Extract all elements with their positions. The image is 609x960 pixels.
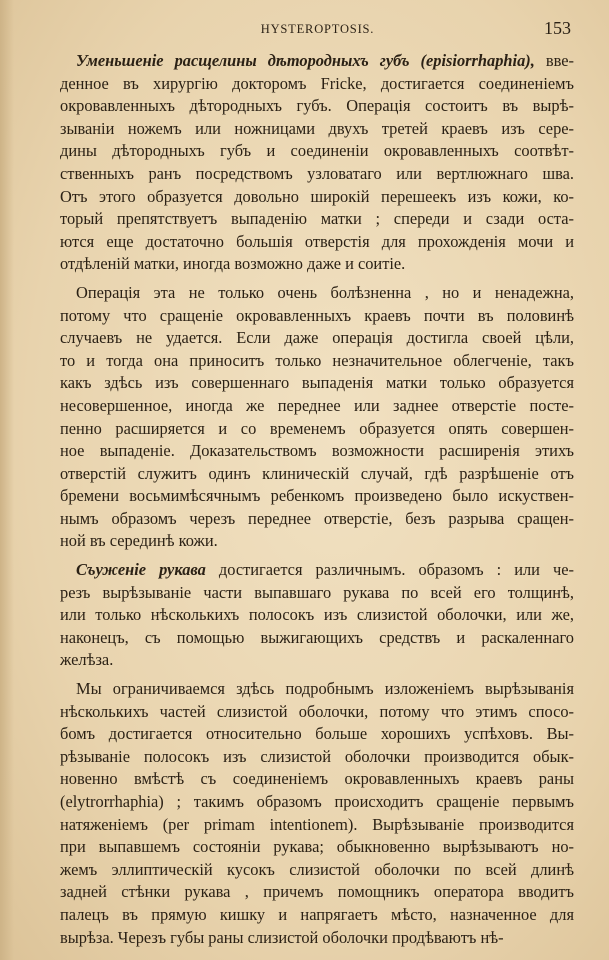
text-line bbox=[60, 95, 574, 118]
text-line bbox=[60, 186, 574, 209]
line-text: вырѣза. Черезъ губы раны слизистой оболочки продѣваютъ нѣ- bbox=[60, 927, 504, 947]
text-line bbox=[60, 836, 574, 859]
line-text: потому что сращеніе окровавленныхъ краевъ почти въ половинѣ bbox=[60, 305, 574, 325]
text-line bbox=[60, 904, 574, 927]
text-line bbox=[60, 118, 574, 141]
body-text bbox=[60, 50, 574, 955]
line-text: вве- bbox=[534, 51, 575, 70]
line-text: денное въ хирургію докторомъ Fricke, достигается соединеніемъ bbox=[60, 73, 574, 93]
text-line bbox=[60, 627, 574, 650]
text-line bbox=[60, 73, 574, 96]
paragraph bbox=[60, 282, 574, 553]
line-text: палецъ въ прямую кишку и напрягаетъ мѣсто, назначенное для bbox=[60, 904, 574, 924]
text-line bbox=[60, 350, 574, 373]
paragraph bbox=[60, 50, 574, 276]
paragraph bbox=[60, 678, 574, 949]
text-line bbox=[60, 859, 574, 882]
line-text: резъ вырѣзываніе части выпавшаго рукава по всей его толщинѣ, bbox=[60, 582, 574, 602]
line-text: бомъ достигается относительно больше хорошихъ успѣховъ. Вы- bbox=[60, 724, 574, 744]
line-text: ственныхъ ранъ посредствомъ узловатаго или вертлюжнаго шва. bbox=[60, 163, 574, 183]
text-line bbox=[60, 140, 574, 163]
line-text: Отъ этого образуется довольно широкій перешеекъ изъ кожи, ко- bbox=[60, 186, 574, 206]
line-text: зываніи ножемъ или ножницами двухъ третей краевъ изъ сере- bbox=[60, 118, 574, 138]
text-line bbox=[60, 231, 574, 254]
line-text: Операція эта не только очень болѣзненна , но и ненадежна, bbox=[76, 282, 574, 302]
text-line bbox=[60, 768, 574, 791]
text-line bbox=[60, 604, 574, 627]
line-text: наконецъ, съ помощью выжигающихъ средствъ и раскаленнаго bbox=[60, 627, 574, 647]
line-text: задней стѣнки рукава , причемъ помощникъ оператора вводитъ bbox=[60, 882, 574, 902]
line-text: при выпавшемъ состояніи рукава; обыкновенно вырѣзываютъ но- bbox=[60, 837, 574, 857]
line-text: бремени восьмимѣсячнымъ ребенкомъ произведено было искуствен- bbox=[60, 486, 574, 506]
text-line bbox=[60, 418, 574, 441]
line-text: Мы ограничиваемся здѣсь подробнымъ изложеніемъ вырѣзыванія bbox=[76, 679, 574, 699]
text-line bbox=[60, 163, 574, 186]
line-text: нымъ образомъ черезъ переднее отверстіе, безъ разрыва сращен- bbox=[60, 508, 574, 528]
line-text: какъ здѣсь изъ совершеннаго выпаденія матки только образуется bbox=[60, 373, 574, 393]
text-line bbox=[60, 559, 574, 582]
text-line bbox=[60, 530, 574, 553]
text-line bbox=[60, 372, 574, 395]
line-text: отдѣленій матки, иногда возможно даже и соитіе. bbox=[60, 254, 406, 274]
line-text: (elytrorrhaphia) ; такимъ образомъ происходитъ сращеніе первымъ bbox=[60, 792, 574, 811]
text-line bbox=[60, 746, 574, 769]
line-text: то и тогда она приноситъ только незначительное облегченіе, такъ bbox=[60, 350, 574, 370]
line-text: нѣсколькихъ частей слизистой оболочки, потому что этимъ спосо- bbox=[60, 701, 574, 721]
text-line bbox=[60, 50, 574, 73]
text-line bbox=[60, 440, 574, 463]
paragraph bbox=[60, 559, 574, 672]
text-line bbox=[60, 791, 574, 814]
running-head bbox=[60, 18, 575, 40]
text-line bbox=[60, 701, 574, 724]
line-text: несовершенное, иногда же переднее или заднее отверстіе посте- bbox=[60, 395, 574, 415]
line-text: ной въ серединѣ кожи. bbox=[60, 531, 218, 551]
running-title: HYSTEROPTOSIS. bbox=[260, 22, 375, 36]
text-line bbox=[60, 582, 574, 605]
line-text: новенно вмѣстѣ съ соединеніемъ окровавленныхъ краевъ раны bbox=[60, 769, 574, 789]
text-line bbox=[60, 927, 574, 950]
text-line bbox=[60, 881, 574, 904]
text-line bbox=[60, 305, 574, 328]
text-line bbox=[60, 282, 574, 305]
line-text: жемъ эллиптическій кусокъ слизистой оболочки по всей длинѣ bbox=[60, 859, 574, 879]
text-line bbox=[60, 253, 574, 276]
line-text: отверстій служитъ одинъ клиническій случай, гдѣ разрѣшеніе отъ bbox=[60, 463, 574, 483]
line-text: дины дѣтородныхъ губъ и соединеніи окровавленныхъ соотвѣт- bbox=[60, 141, 574, 161]
text-line bbox=[60, 463, 574, 486]
text-line bbox=[60, 723, 574, 746]
italic-heading: Съуженіе рукава bbox=[76, 560, 206, 580]
line-text: ются еще достаточно большія отверстія для прохожденія мочи и bbox=[60, 231, 574, 251]
line-text: пенно расширяется и со временемъ образуется опять совершен- bbox=[60, 418, 574, 438]
text-line bbox=[60, 327, 574, 350]
line-text: или только нѣсколькихъ полосокъ изъ слизистой оболочки, или же, bbox=[60, 605, 574, 625]
line-text: желѣза. bbox=[60, 650, 114, 670]
text-line bbox=[60, 508, 574, 531]
page-number: 153 bbox=[544, 18, 571, 38]
line-text: ное выпаденіе. Доказательствомъ возможности расширенія этихъ bbox=[60, 441, 574, 461]
line-text: случаевъ не удается. Если даже операція достигла своей цѣли, bbox=[60, 328, 574, 348]
text-line bbox=[60, 814, 574, 837]
line-text: окровавленныхъ дѣтородныхъ губъ. Операція состоитъ въ вырѣ- bbox=[60, 96, 574, 116]
line-text: торый препятствуетъ выпаденію матки ; спереди и сзади оста- bbox=[60, 209, 574, 229]
italic-heading: Уменьшеніе расщелины дѣтородныхъ губъ (episiorrhaphia), bbox=[76, 51, 535, 70]
text-line bbox=[60, 649, 574, 672]
line-text: рѣзываніе полосокъ изъ слизистой оболочки производится обык- bbox=[60, 746, 574, 766]
text-line bbox=[60, 208, 574, 231]
text-line bbox=[60, 678, 574, 701]
text-line bbox=[60, 395, 574, 418]
line-text: натяженіемъ (per primam intentionem). Вырѣзываніе производится bbox=[60, 814, 574, 834]
line-text: достигается различнымъ. образомъ : или че- bbox=[205, 560, 574, 580]
text-line bbox=[60, 485, 574, 508]
